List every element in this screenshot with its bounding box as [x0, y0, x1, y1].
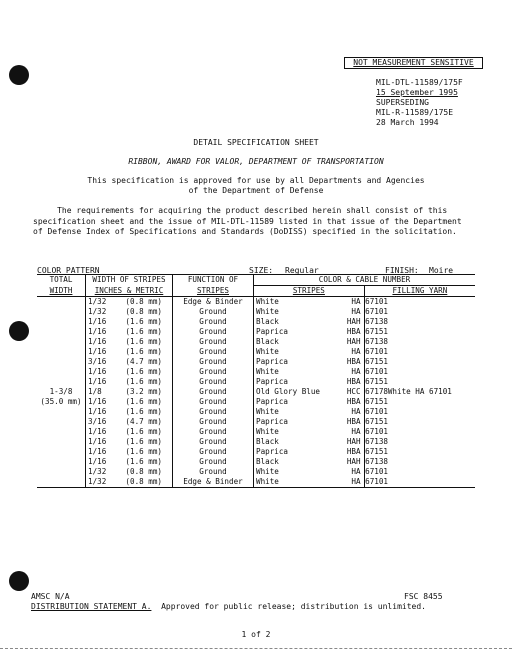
table-row: [37, 337, 475, 347]
total-width-metric: (35.0 mm): [40, 397, 82, 406]
stripe-cable: HA 67101: [351, 427, 388, 436]
stripe-width-cell: [86, 477, 173, 488]
stripe-width-inch: 1/16: [88, 427, 107, 436]
stripe-width-inch: 1/16: [88, 327, 107, 336]
stripe-width-inch: 1/32: [88, 477, 107, 486]
total-width-cell: [37, 327, 86, 337]
stripe-color-cell: [254, 397, 388, 407]
stripe-function: Ground: [173, 407, 254, 417]
stripe-function: Ground: [173, 437, 254, 447]
requirements-text: The requirements for acquiring the product described herein shall consist of this specification sheet and the issue of MIL-DTL-11589 listed in that issue of the Department of Defense Index of Specifications and Standards (DoDISS) specified in the solicitation.: [33, 206, 462, 236]
table-row: [37, 457, 475, 467]
stripe-cable: HAH 67138: [346, 437, 388, 446]
header-stripe-width-2: INCHES & METRIC: [86, 286, 173, 297]
punch-hole-top: [9, 65, 29, 85]
stripe-color: Paprica: [256, 447, 289, 456]
stripe-color: Black: [256, 437, 279, 446]
page-bottom-rule: [0, 648, 512, 650]
stripe-width-inch: 1/16: [88, 377, 107, 386]
stripe-color: Paprica: [256, 377, 289, 386]
measurement-marking: NOT MEASUREMENT SENSITIVE: [344, 57, 483, 69]
stripe-cable: HBA 67151: [346, 397, 388, 406]
stripe-width-mm: (4.7 mm): [125, 357, 162, 366]
table-row: [37, 367, 475, 377]
stripe-width-inch: 1/16: [88, 447, 107, 456]
stripe-color-cell: [254, 347, 388, 357]
stripe-color-cell: [254, 417, 388, 427]
fsc-label: FSC 8455: [404, 592, 443, 601]
stripe-width-inch: 1/16: [88, 367, 107, 376]
finish-value: Moire: [429, 266, 454, 275]
stripe-cable: HCC 67178: [346, 387, 388, 396]
stripe-width-cell: [86, 457, 173, 467]
stripe-width-cell: [86, 347, 173, 357]
stripe-function: Ground: [173, 387, 254, 397]
stripe-width-cell: [86, 317, 173, 327]
total-width-cell: [37, 407, 86, 417]
stripe-cable: HA 67101: [351, 477, 388, 486]
page-number: 1 of 2: [241, 630, 271, 639]
stripe-width-mm: (0.8 mm): [125, 467, 162, 476]
color-pattern-label: COLOR PATTERN: [37, 266, 100, 275]
size-label: SIZE:: [249, 266, 274, 275]
stripe-width-mm: (1.6 mm): [125, 457, 162, 466]
stripe-function: Ground: [173, 397, 254, 407]
stripe-width-cell: [86, 367, 173, 377]
stripe-function: Ground: [173, 367, 254, 377]
stripe-color-cell: [254, 447, 388, 457]
distribution-statement: [31, 602, 471, 612]
header-function-2: STRIPES: [173, 286, 254, 297]
total-width-cell: [37, 457, 86, 467]
stripe-color-cell: [254, 327, 388, 337]
total-width-cell: [37, 367, 86, 377]
stripe-color: Paprica: [256, 417, 289, 426]
stripe-color-cell: [254, 467, 388, 477]
header-stripe-width-1: WIDTH OF STRIPES: [86, 275, 173, 286]
stripe-color: White: [256, 347, 279, 356]
stripe-width-inch: 3/16: [88, 357, 107, 366]
stripe-width-cell: [86, 327, 173, 337]
stripe-width-cell: [86, 377, 173, 387]
table-row: [37, 397, 475, 407]
stripe-width-mm: (1.6 mm): [125, 327, 162, 336]
header-function-1: FUNCTION OF: [173, 275, 254, 286]
stripe-cable: HA 67101: [351, 307, 388, 316]
total-width-inch: 1-3/8: [49, 387, 73, 396]
requirements-paragraph: [33, 206, 473, 238]
stripe-function: Ground: [173, 427, 254, 437]
stripe-color-cell: [254, 337, 388, 347]
stripe-width-inch: 1/16: [88, 397, 107, 406]
stripe-width-cell: [86, 427, 173, 437]
stripe-width-mm: (0.8 mm): [125, 477, 162, 486]
stripe-width-mm: (1.6 mm): [125, 347, 162, 356]
table-row: [37, 427, 475, 437]
table-row: [37, 447, 475, 457]
size-value: Regular: [285, 266, 319, 275]
subject-title: RIBBON, AWARD FOR VALOR, DEPARTMENT OF TRANSPORTATION: [128, 157, 384, 166]
stripe-cable: HAH 67138: [346, 337, 388, 346]
stripe-color-cell: [254, 377, 388, 387]
header-total-width-2: WIDTH: [37, 286, 86, 297]
stripe-width-mm: (4.7 mm): [125, 417, 162, 426]
table-row: [37, 467, 475, 477]
total-width-cell: [37, 377, 86, 387]
stripe-color: White: [256, 477, 279, 486]
stripe-cable: HA 67101: [351, 367, 388, 376]
stripe-color: Black: [256, 317, 279, 326]
stripe-width-inch: 1/16: [88, 457, 107, 466]
punch-hole-bottom: [9, 571, 29, 591]
stripe-width-inch: 1/32: [88, 297, 107, 306]
total-width-cell: [37, 307, 86, 317]
stripe-width-inch: 1/32: [88, 467, 107, 476]
stripe-width-inch: 1/16: [88, 317, 107, 326]
stripe-cable: HA 67101: [351, 347, 388, 356]
stripe-color-cell: [254, 307, 388, 317]
stripe-function: Ground: [173, 467, 254, 477]
distribution-label: DISTRIBUTION STATEMENT A.: [31, 602, 152, 611]
stripe-function: Ground: [173, 377, 254, 387]
table-row: [37, 347, 475, 357]
stripe-cable: HBA 67151: [346, 447, 388, 456]
stripe-width-mm: (1.6 mm): [125, 447, 162, 456]
stripe-width-inch: 1/32: [88, 307, 107, 316]
stripe-color: White: [256, 307, 279, 316]
stripe-width-inch: 1/16: [88, 347, 107, 356]
stripe-function: Ground: [173, 317, 254, 327]
stripe-function: Ground: [173, 357, 254, 367]
stripe-color: Paprica: [256, 397, 289, 406]
stripe-function: Ground: [173, 447, 254, 457]
stripe-width-cell: [86, 387, 173, 397]
filling-yarn-value: White HA 67101: [387, 387, 452, 396]
stripe-width-cell: [86, 397, 173, 407]
stripe-color: White: [256, 297, 279, 306]
stripe-color-cell: [254, 477, 388, 488]
stripe-cable: HA 67101: [351, 297, 388, 306]
stripe-color-cell: [254, 317, 388, 327]
stripe-width-cell: [86, 407, 173, 417]
stripe-color: Old Glory Blue: [256, 387, 321, 396]
table-row: [37, 317, 475, 327]
header-color-cable: COLOR & CABLE NUMBER: [254, 275, 476, 286]
stripe-function: Edge & Binder: [173, 297, 254, 308]
table-row: [37, 357, 475, 367]
stripe-cable: HBA 67151: [346, 377, 388, 386]
stripe-color: Paprica: [256, 357, 289, 366]
table-row: [37, 377, 475, 387]
header-filling-yarn: FILLING YARN: [364, 286, 475, 297]
stripe-width-cell: [86, 417, 173, 427]
table-row: [37, 387, 475, 397]
stripe-function: Edge & Binder: [173, 477, 254, 488]
stripe-color-cell: [254, 387, 388, 397]
table-row: [37, 477, 475, 488]
stripe-width-cell: [86, 307, 173, 317]
stripe-color-cell: [254, 437, 388, 447]
stripe-width-mm: (1.6 mm): [125, 367, 162, 376]
stripe-function: Ground: [173, 457, 254, 467]
stripe-width-mm: (1.6 mm): [125, 407, 162, 416]
stripe-cable: HBA 67151: [346, 327, 388, 336]
superseded-number: MIL-R-11589/175E: [376, 108, 454, 117]
stripe-cable: HA 67101: [351, 467, 388, 476]
table-row: [37, 437, 475, 447]
total-width-cell: [37, 447, 86, 457]
total-width-cell: [37, 397, 86, 407]
stripe-width-mm: (1.6 mm): [125, 337, 162, 346]
total-width-cell: [37, 477, 86, 488]
stripe-color-cell: [254, 367, 388, 377]
stripe-function: Ground: [173, 337, 254, 347]
stripe-width-cell: [86, 467, 173, 477]
color-pattern-table: [37, 274, 475, 488]
stripe-color: Paprica: [256, 327, 289, 336]
stripe-cable: HBA 67151: [346, 357, 388, 366]
total-width-cell: [37, 317, 86, 327]
stripe-width-mm: (1.6 mm): [125, 427, 162, 436]
stripe-color-cell: [254, 407, 388, 417]
stripe-color-cell: [254, 297, 388, 308]
stripe-color-cell: [254, 427, 388, 437]
punch-hole-middle: [9, 321, 29, 341]
distribution-text: Approved for public release; distribution is unlimited.: [161, 602, 426, 611]
superseded-date: 28 March 1994: [376, 118, 439, 127]
total-width-cell: [37, 427, 86, 437]
stripe-width-cell: [86, 337, 173, 347]
stripe-color: White: [256, 367, 279, 376]
stripe-width-cell: [86, 357, 173, 367]
stripe-color: White: [256, 467, 279, 476]
stripe-color: Black: [256, 337, 279, 346]
stripe-width-mm: (0.8 mm): [125, 307, 162, 316]
stripe-color: White: [256, 427, 279, 436]
table-row: [37, 407, 475, 417]
stripe-color-cell: [254, 357, 388, 367]
total-width-cell: [37, 437, 86, 447]
stripe-width-inch: 1/16: [88, 407, 107, 416]
stripe-color-cell: [254, 457, 388, 467]
stripe-width-mm: (1.6 mm): [125, 397, 162, 406]
total-width-cell: [37, 467, 86, 477]
stripe-width-mm: (1.6 mm): [125, 377, 162, 386]
stripe-width-inch: 1/16: [88, 337, 107, 346]
stripe-width-inch: 1/16: [88, 437, 107, 446]
header-total-width-1: TOTAL: [37, 275, 86, 286]
approval-line-1: This specification is approved for use by all Departments and Agencies: [87, 176, 425, 185]
stripe-width-mm: (0.8 mm): [125, 297, 162, 306]
stripe-width-mm: (1.6 mm): [125, 317, 162, 326]
table-row: [37, 327, 475, 337]
stripe-cable: HA 67101: [351, 407, 388, 416]
total-width-cell: [37, 337, 86, 347]
stripe-cable: HBA 67151: [346, 417, 388, 426]
table-row: [37, 297, 475, 308]
stripe-function: Ground: [173, 347, 254, 357]
table-row: [37, 417, 475, 427]
stripe-width-mm: (3.2 mm): [125, 387, 162, 396]
table-row: [37, 307, 475, 317]
total-width-cell: [37, 357, 86, 367]
total-width-cell: [37, 387, 86, 397]
stripe-function: Ground: [173, 327, 254, 337]
header-stripes: STRIPES: [254, 286, 365, 297]
stripe-cable: HAH 67138: [346, 317, 388, 326]
stripe-width-cell: [86, 447, 173, 457]
stripe-cable: HAH 67138: [346, 457, 388, 466]
stripe-function: Ground: [173, 417, 254, 427]
stripe-width-inch: 1/8: [88, 387, 102, 396]
amsc-label: AMSC N/A: [31, 592, 70, 601]
doc-date: 15 September 1995: [376, 88, 458, 97]
stripe-width-cell: [86, 437, 173, 447]
stripe-width-inch: 3/16: [88, 417, 107, 426]
document-identifier: [376, 78, 463, 128]
stripe-width-mm: (1.6 mm): [125, 437, 162, 446]
doc-number: MIL-DTL-11589/175F: [376, 78, 463, 87]
superseding-label: SUPERSEDING: [376, 98, 429, 107]
total-width-cell: [37, 417, 86, 427]
stripe-function: Ground: [173, 307, 254, 317]
sheet-title: DETAIL SPECIFICATION SHEET: [193, 138, 319, 147]
total-width-cell: [37, 347, 86, 357]
total-width-cell: [37, 297, 86, 308]
approval-line-2: of the Department of Defense: [188, 186, 324, 195]
stripe-color: Black: [256, 457, 279, 466]
stripe-color: White: [256, 407, 279, 416]
finish-label: FINISH:: [385, 266, 419, 275]
stripe-width-cell: [86, 297, 173, 308]
